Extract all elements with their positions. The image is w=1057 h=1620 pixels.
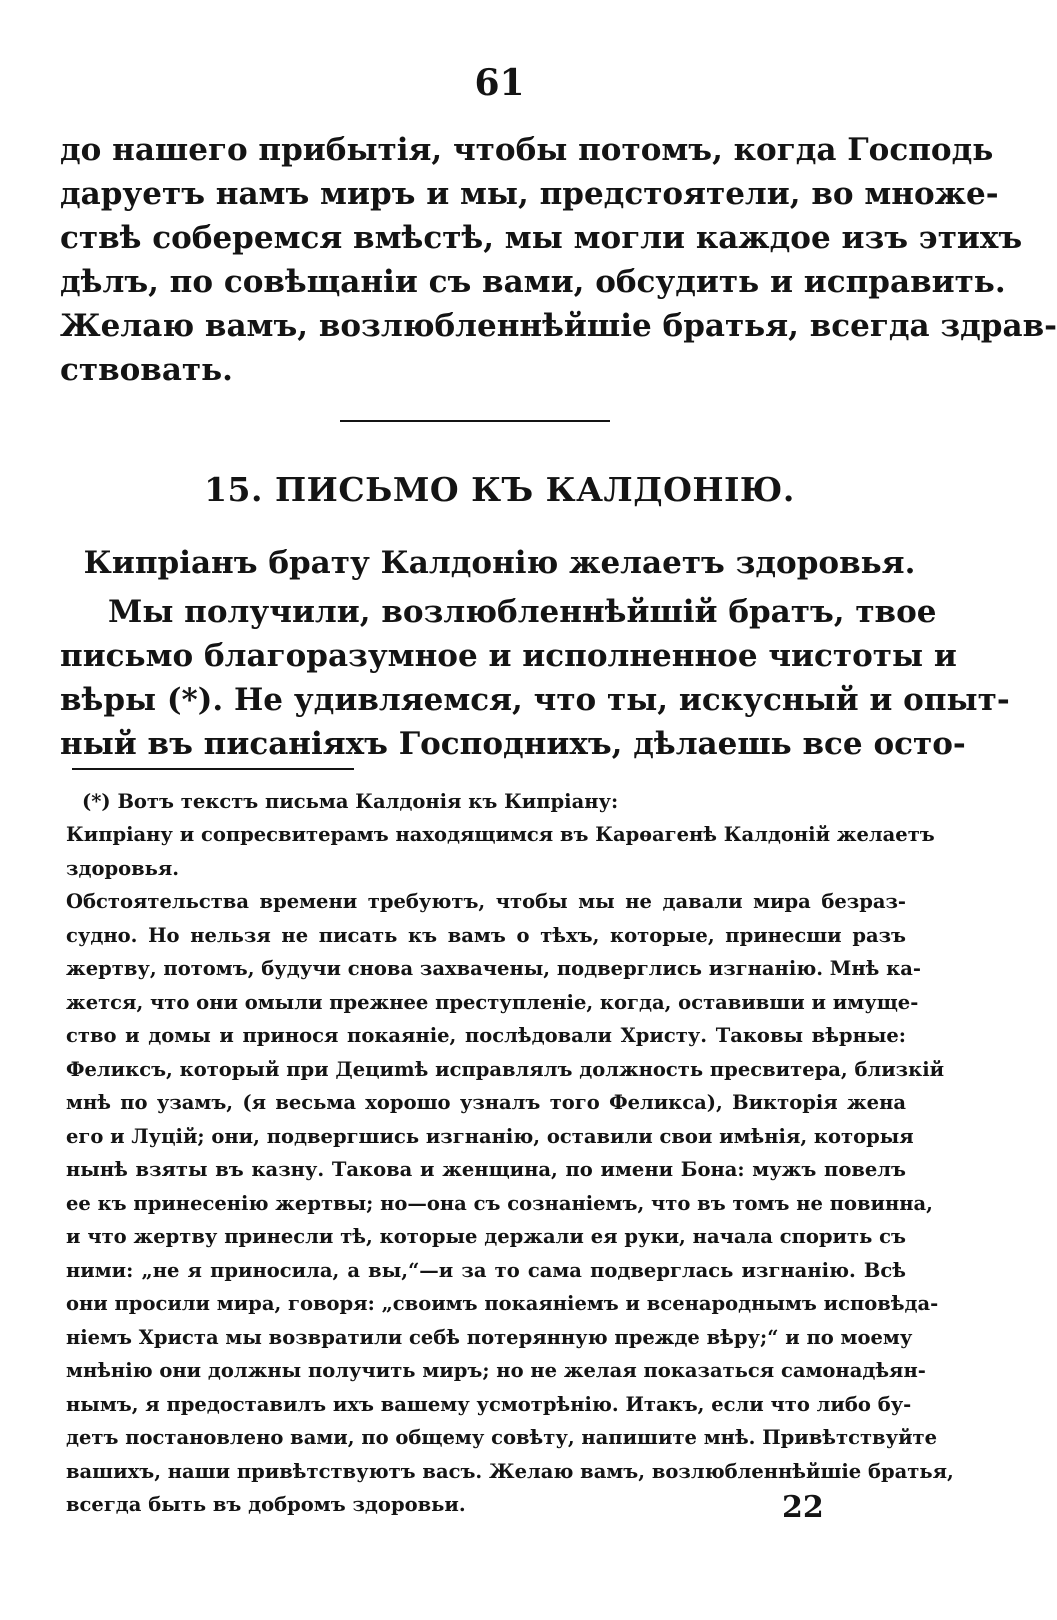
footnote-line: его и Луцій; они, подвергшись изгнанію, оставили свои имѣнія, которыя	[66, 1124, 914, 1148]
text-line: Желаю вамъ, возлюбленнѣйшіе братья, всегда здрав-	[60, 308, 1057, 344]
footnote-line: Кипріану и сопресвитерамъ находящимся въ Карѳагенѣ Калдоній желаетъ	[66, 823, 935, 846]
footnote-line: всегда быть въ добромъ здоровьи.	[66, 1493, 466, 1516]
footnote-intro: (*) Вотъ текстъ письма Калдонія къ Кипріану:	[82, 790, 619, 813]
footnote-line: мнѣнію они должны получить миръ; но не желая показаться самонадѣян-	[66, 1359, 926, 1382]
footnote-line: ство и домы и принося покаяніе, послѣдовали Христу. Таковы вѣрные:	[66, 1024, 906, 1047]
footnote-line: и что жертву принесли тѣ, которые держали ея руки, начала спорить съ	[66, 1225, 906, 1248]
footnote-line: Обстоятельства времени требуютъ, чтобы мы не давали мира безраз-	[66, 890, 906, 913]
top-paragraph	[60, 128, 1057, 392]
text-line: Мы получили, возлюбленнѣйшій братъ, твое	[108, 594, 937, 630]
letter-paragraph	[60, 590, 1010, 766]
section-divider	[340, 420, 610, 422]
footnote-line: жется, что они омыли прежнее преступленіе, когда, оставивши и имуще-	[66, 990, 919, 1014]
footnote-line: они просили мира, говоря: „своимъ покаяніемъ и всенароднымъ исповѣда-	[66, 1292, 939, 1315]
signature-mark: 22	[782, 1490, 824, 1525]
text-line: ный въ писаніяхъ Господнихъ, дѣлаешь все осто-	[60, 726, 966, 762]
text-line: дѣлъ, по совѣщаніи съ вами, обсудить и исправить.	[60, 264, 1006, 300]
text-line: письмо благоразумное и исполненное чистоты и	[60, 638, 957, 674]
footnote-line: нынѣ взяты въ казну. Такова и женщина, по имени Бона: мужъ повелъ	[66, 1158, 906, 1181]
footnote-line: мнѣ по узамъ, (я весьма хорошо узналъ того Феликса), Викторія жена	[66, 1091, 906, 1114]
footnote-line: вашихъ, наши привѣтствуютъ васъ. Желаю вамъ, возлюбленнѣйшіе братья,	[66, 1459, 954, 1483]
page-number: 61	[474, 62, 525, 104]
footnote-body	[66, 818, 954, 1522]
footnote-line: судно. Но нельзя не писать къ вамъ о тѣхъ, которые, принесши разъ	[66, 923, 906, 947]
section-heading: 15. ПИСЬМО КЪ КАЛДОНІЮ.	[204, 470, 795, 509]
footnote-line: жертву, потомъ, будучи снова захвачены, подверглись изгнанію. Мнѣ ка-	[66, 957, 921, 980]
footnote-line: ее къ принесенію жертвы; но—она съ сознаніемъ, что въ томъ не повинна,	[66, 1191, 933, 1215]
text-line: вѣры (*). Не удивляемся, что ты, искусный и опыт-	[60, 682, 1010, 718]
footnote-line: детъ постановлено вами, по общему совѣту, напишите мнѣ. Привѣтствуйте	[66, 1426, 938, 1449]
text-line: до нашего прибытія, чтобы потомъ, когда Господь	[60, 132, 994, 168]
text-line: даруетъ намъ миръ и мы, предстоятели, во множе-	[60, 176, 999, 212]
footnote-line: ними: „не я приносила, а вы,“—и за то сама подверглась изгнанію. Всѣ	[66, 1258, 906, 1282]
text-line: ствѣ соберемся вмѣстѣ, мы могли каждое изъ этихъ	[60, 220, 1023, 256]
footnote-line: здоровья.	[66, 856, 180, 880]
text-line: ствовать.	[60, 352, 233, 388]
footnote-line: ніемъ Христа мы возвратили себѣ потерянную прежде вѣру;“ и по моему	[66, 1325, 913, 1349]
footnote-line: нымъ, я предоставилъ ихъ вашему усмотрѣнію. Итакъ, если что либо бу-	[66, 1392, 912, 1416]
footnote-line: Феликсъ, который при Дециmѣ исправлялъ должность пресвитера, близкій	[66, 1057, 945, 1081]
letter-salutation: Кипріанъ брату Калдонію желаетъ здоровья.	[83, 545, 916, 581]
footnote-divider	[72, 768, 354, 770]
